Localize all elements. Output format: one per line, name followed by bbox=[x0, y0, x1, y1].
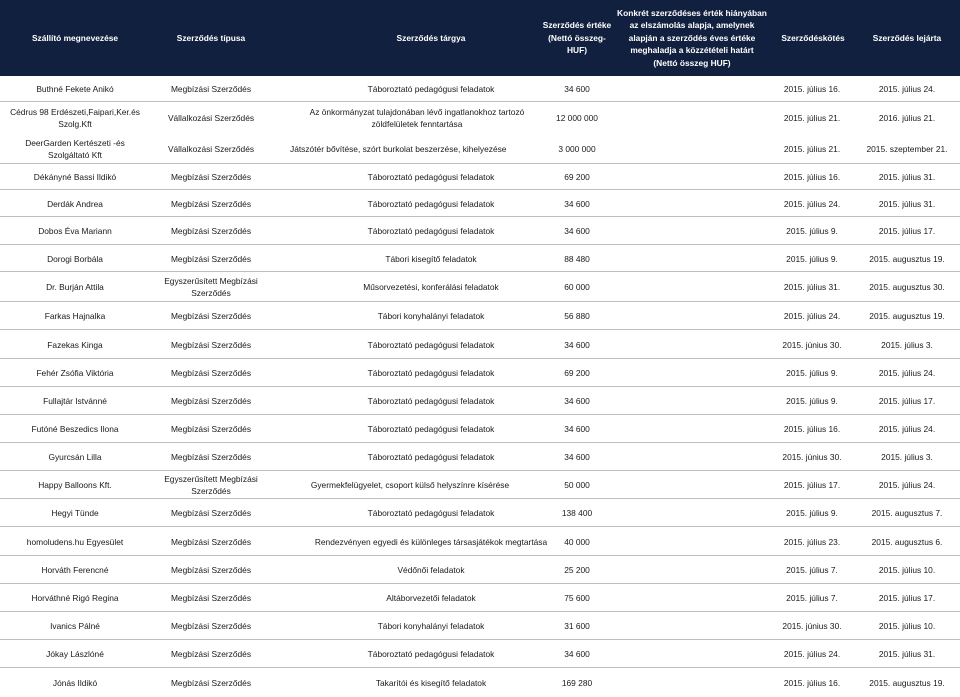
header-type: Szerződés típusa bbox=[176, 32, 246, 43]
table-row bbox=[0, 134, 960, 164]
cell-supplier: Dobos Éva Mariann bbox=[38, 226, 112, 236]
cell-subject: Gyermekfelügyelet, csoport külső helyszínre kísérése bbox=[310, 480, 510, 490]
cell-value: 40 000 bbox=[564, 536, 590, 547]
cell-supplier: homoludens.hu Egyesület bbox=[26, 536, 124, 547]
cell-type: Megbízási Szerződés bbox=[170, 452, 252, 462]
cell-signed: 2015. július 9. bbox=[786, 253, 838, 264]
cell-type: Megbízási Szerződés bbox=[170, 424, 252, 434]
cell-supplier: Dorogi Borbála bbox=[47, 253, 103, 264]
table-row bbox=[0, 556, 960, 584]
cell-expiry: 2015. augusztus 6. bbox=[871, 536, 943, 547]
cell-expiry: 2015. július 17. bbox=[878, 226, 936, 236]
cell-type: Vállalkozási Szerződés bbox=[167, 113, 255, 123]
cell-signed: 2015. június 30. bbox=[782, 339, 842, 350]
cell-expiry: 2015. július 24. bbox=[878, 424, 936, 434]
cell-expiry: 2015. július 31. bbox=[878, 172, 936, 182]
cell-supplier: Horváth Ferencné bbox=[41, 565, 109, 575]
table-row bbox=[0, 668, 960, 697]
cell-supplier: Farkas Hajnalka bbox=[44, 311, 106, 321]
cell-signed: 2015. július 7. bbox=[786, 593, 838, 603]
cell-signed: 2015. július 16. bbox=[783, 84, 841, 94]
cell-signed: 2015. július 16. bbox=[783, 424, 841, 434]
cell-type: Megbízási Szerződés bbox=[170, 593, 252, 603]
cell-value: 34 600 bbox=[564, 424, 590, 434]
cell-signed: 2015. július 21. bbox=[783, 144, 841, 154]
cell-subject: Műsorvezetési, konferálási feladatok bbox=[363, 282, 499, 292]
cell-value: 56 880 bbox=[564, 311, 590, 321]
cell-subject: Táboroztató pedagógusi feladatok bbox=[367, 226, 495, 236]
cell-value: 169 280 bbox=[561, 677, 593, 688]
cell-signed: 2015. július 16. bbox=[783, 677, 841, 688]
cell-expiry: 2015. július 10. bbox=[878, 621, 936, 631]
cell-type: Megbízási Szerződés bbox=[170, 677, 252, 688]
cell-expiry: 2016. július 21. bbox=[878, 113, 936, 123]
table-row bbox=[0, 471, 960, 499]
cell-subject: Altáborvezetői feladatok bbox=[386, 593, 476, 603]
cell-subject: Rendezvényen egyedi és különleges társasjátékok megtartása bbox=[314, 536, 548, 547]
cell-signed: 2015. július 24. bbox=[783, 649, 841, 659]
cell-subject: Táboroztató pedagógusi feladatok bbox=[367, 198, 495, 209]
cell-type: Egyszerűsített Megbízási Szerződés bbox=[164, 474, 258, 496]
cell-value: 34 600 bbox=[564, 339, 590, 350]
table-row bbox=[0, 272, 960, 302]
cell-expiry: 2015. augusztus 30. bbox=[869, 282, 945, 292]
cell-type: Megbízási Szerződés bbox=[170, 536, 252, 547]
cell-value: 50 000 bbox=[564, 480, 590, 490]
cell-signed: 2015. július 16. bbox=[783, 172, 841, 182]
cell-type: Megbízási Szerződés bbox=[170, 84, 252, 94]
table-row bbox=[0, 584, 960, 612]
cell-signed: 2015. június 30. bbox=[782, 452, 842, 462]
cell-type: Megbízási Szerződés bbox=[170, 621, 252, 631]
cell-signed: 2015. július 24. bbox=[783, 198, 841, 209]
cell-subject: Táboroztató pedagógusi feladatok bbox=[367, 84, 495, 94]
cell-value: 88 480 bbox=[564, 253, 590, 264]
cell-value: 31 600 bbox=[564, 621, 590, 631]
cell-subject: Tábori kisegítő feladatok bbox=[385, 253, 477, 264]
cell-expiry: 2015. július 17. bbox=[878, 593, 936, 603]
table-row bbox=[0, 102, 960, 134]
table-row bbox=[0, 612, 960, 640]
cell-subject: Az önkormányzat tulajdonában lévő ingatlanokhoz tartozó zöldfelületek fenntartása bbox=[309, 107, 525, 129]
cell-value: 25 200 bbox=[564, 565, 590, 575]
cell-value: 34 600 bbox=[564, 396, 590, 406]
cell-value: 34 600 bbox=[564, 198, 590, 209]
header-annual-basis: Konkrét szerződéses érték hiányában az elszámolás alapja, amelynek alapján a szerződés éves értéke meghaladja a közzétételi határt (Nettó összeg HUF) bbox=[617, 7, 767, 68]
cell-supplier: Buthné Fekete Anikó bbox=[36, 84, 114, 94]
cell-subject: Táboroztató pedagógusi feladatok bbox=[367, 649, 495, 659]
cell-expiry: 2015. július 24. bbox=[878, 368, 936, 378]
cell-type: Megbízási Szerződés bbox=[170, 339, 252, 350]
cell-value: 12 000 000 bbox=[556, 113, 598, 123]
cell-signed: 2015. július 17. bbox=[783, 480, 841, 490]
cell-expiry: 2015. július 31. bbox=[878, 198, 936, 209]
cell-signed: 2015. június 30. bbox=[782, 621, 842, 631]
cell-signed: 2015. július 9. bbox=[786, 226, 838, 236]
cell-signed: 2015. július 24. bbox=[783, 311, 841, 321]
cell-value: 69 200 bbox=[564, 368, 590, 378]
cell-value: 138 400 bbox=[561, 508, 593, 518]
header-expiry: Szerződés lejárta bbox=[872, 32, 942, 43]
table-row bbox=[0, 217, 960, 245]
cell-type: Megbízási Szerződés bbox=[170, 368, 252, 378]
table-row bbox=[0, 76, 960, 102]
cell-expiry: 2015. július 24. bbox=[878, 480, 936, 490]
table-row bbox=[0, 190, 960, 217]
cell-supplier: Fehér Zsófia Viktória bbox=[36, 368, 114, 378]
table-row bbox=[0, 527, 960, 556]
cell-value: 34 600 bbox=[564, 226, 590, 236]
cell-signed: 2015. július 9. bbox=[786, 368, 838, 378]
cell-supplier: Derdák Andrea bbox=[47, 198, 103, 209]
cell-subject: Táboroztató pedagógusi feladatok bbox=[367, 172, 495, 182]
table-row bbox=[0, 415, 960, 443]
cell-subject: Táboroztató pedagógusi feladatok bbox=[367, 368, 495, 378]
cell-supplier: Fazekas Kinga bbox=[47, 339, 103, 350]
cell-value: 69 200 bbox=[564, 172, 590, 182]
cell-supplier: Hegyi Tünde bbox=[51, 508, 99, 518]
cell-supplier: Fullajtár Istvánné bbox=[43, 396, 107, 406]
cell-value: 3 000 000 bbox=[558, 144, 596, 154]
table-row bbox=[0, 359, 960, 387]
cell-expiry: 2015. augusztus 19. bbox=[869, 677, 945, 688]
cell-type: Megbízási Szerződés bbox=[170, 311, 252, 321]
cell-subject: Táboroztató pedagógusi feladatok bbox=[367, 508, 495, 518]
cell-subject: Védőnői feladatok bbox=[397, 565, 465, 575]
table-row bbox=[0, 387, 960, 415]
cell-value: 34 600 bbox=[564, 452, 590, 462]
cell-supplier: Dékányné Bassi Ildikó bbox=[33, 172, 117, 182]
cell-type: Megbízási Szerződés bbox=[170, 198, 252, 209]
cell-type: Megbízási Szerződés bbox=[170, 226, 252, 236]
cell-subject: Táboroztató pedagógusi feladatok bbox=[367, 396, 495, 406]
table-row bbox=[0, 164, 960, 190]
table-row bbox=[0, 640, 960, 668]
cell-signed: 2015. július 31. bbox=[783, 282, 841, 292]
cell-supplier: Ivanics Pálné bbox=[50, 621, 100, 631]
cell-subject: Tábori konyhalányi feladatok bbox=[377, 311, 485, 321]
cell-type: Megbízási Szerződés bbox=[170, 565, 252, 575]
table-row bbox=[0, 302, 960, 330]
cell-type: Vállalkozási Szerződés bbox=[167, 144, 255, 154]
header-signed: Szerződéskötés bbox=[781, 32, 845, 43]
cell-subject: Játszótér bővítése, szórt burkolat beszerzése, kihelyezése bbox=[290, 144, 507, 154]
cell-expiry: 2015. július 3. bbox=[881, 452, 933, 462]
cell-value: 34 600 bbox=[564, 84, 590, 94]
header-subject: Szerződés tárgya bbox=[396, 32, 466, 43]
table-row bbox=[0, 245, 960, 272]
cell-supplier: Jónás Ildikó bbox=[52, 677, 98, 688]
cell-type: Egyszerűsített Megbízási Szerződés bbox=[164, 276, 258, 298]
cell-signed: 2015. július 9. bbox=[786, 508, 838, 518]
cell-signed: 2015. július 21. bbox=[783, 113, 841, 123]
cell-type: Megbízási Szerződés bbox=[170, 396, 252, 406]
cell-supplier: Dr. Burján Attila bbox=[46, 282, 104, 292]
cell-type: Megbízási Szerződés bbox=[170, 172, 252, 182]
cell-signed: 2015. július 23. bbox=[783, 536, 841, 547]
cell-type: Megbízási Szerződés bbox=[170, 508, 252, 518]
header-value: Szerződés értéke (Nettó összeg- HUF) bbox=[542, 20, 612, 56]
cell-supplier: Happy Balloons Kft. bbox=[38, 480, 112, 490]
cell-supplier: Horváthné Rigó Regina bbox=[31, 593, 119, 603]
cell-value: 60 000 bbox=[564, 282, 590, 292]
cell-supplier: Cédrus 98 Erdészeti,Faipari,Ker.és Szolg.Kft bbox=[10, 107, 140, 129]
cell-expiry: 2015. július 3. bbox=[881, 339, 933, 350]
cell-signed: 2015. július 7. bbox=[786, 565, 838, 575]
cell-subject: Táboroztató pedagógusi feladatok bbox=[367, 424, 495, 434]
table-header bbox=[0, 0, 960, 76]
cell-expiry: 2015. július 10. bbox=[878, 565, 936, 575]
cell-supplier: DeerGarden Kertészeti -és Szolgáltató Kft bbox=[25, 138, 125, 160]
cell-value: 75 600 bbox=[564, 593, 590, 603]
table-row bbox=[0, 443, 960, 471]
cell-supplier: Futóné Beszedics Ilona bbox=[31, 424, 119, 434]
cell-subject: Tábori konyhalányi feladatok bbox=[377, 621, 485, 631]
cell-expiry: 2015. július 31. bbox=[878, 649, 936, 659]
cell-expiry: 2015. július 17. bbox=[878, 396, 936, 406]
cell-expiry: 2015. augusztus 19. bbox=[869, 311, 945, 321]
table-row bbox=[0, 499, 960, 527]
table-row bbox=[0, 330, 960, 359]
cell-subject: Táboroztató pedagógusi feladatok bbox=[367, 452, 495, 462]
cell-supplier: Jókay Lászlóné bbox=[46, 649, 104, 659]
header-supplier: Szállító megnevezése bbox=[31, 32, 119, 43]
cell-signed: 2015. július 9. bbox=[786, 396, 838, 406]
cell-subject: Táboroztató pedagógusi feladatok bbox=[367, 339, 495, 350]
cell-type: Megbízási Szerződés bbox=[170, 649, 252, 659]
cell-supplier: Gyurcsán Lilla bbox=[48, 452, 102, 462]
cell-value: 34 600 bbox=[564, 649, 590, 659]
cell-expiry: 2015. szeptember 21. bbox=[866, 144, 948, 154]
cell-expiry: 2015. augusztus 7. bbox=[871, 508, 943, 518]
cell-expiry: 2015. augusztus 19. bbox=[869, 253, 945, 264]
cell-subject: Takarítói és kisegítő feladatok bbox=[375, 677, 487, 688]
cell-type: Megbízási Szerződés bbox=[170, 253, 252, 264]
cell-expiry: 2015. július 24. bbox=[878, 84, 936, 94]
